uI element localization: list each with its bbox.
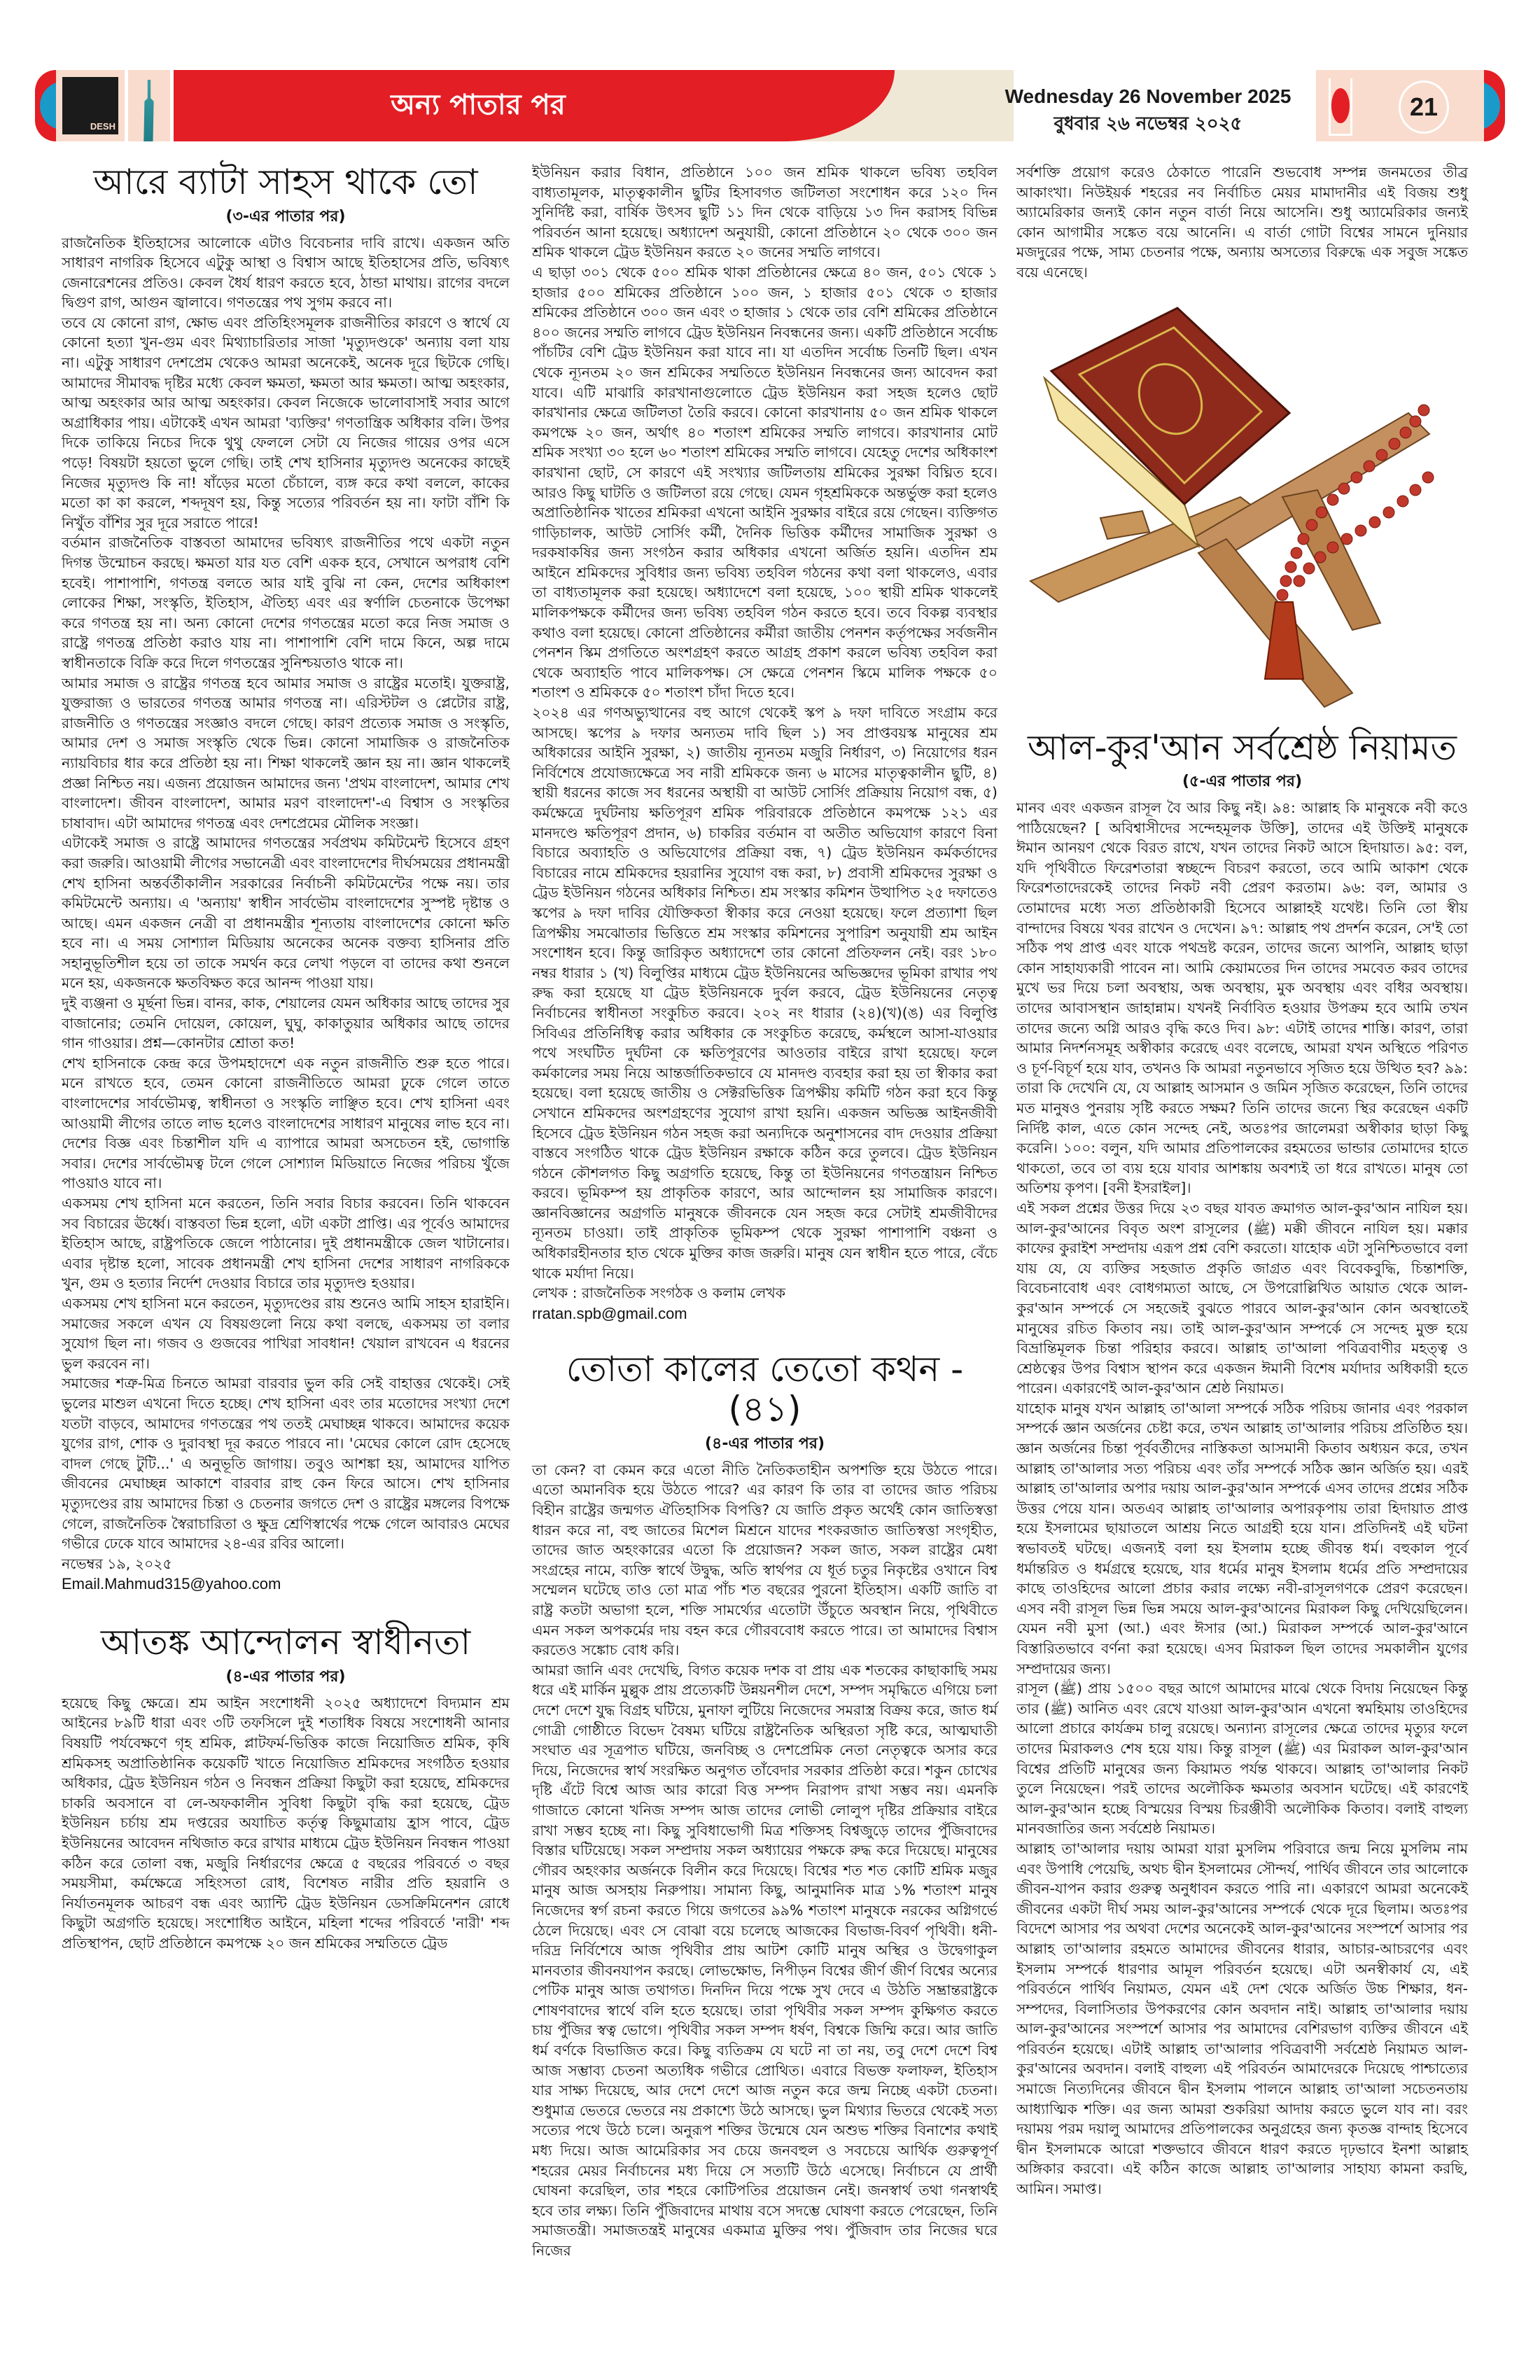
paragraph: আমার সমাজ ও রাষ্ট্রের গণতন্ত্র হবে আমার সমাজ ও রাষ্ট্রের মতোই। যুক্তরাষ্ট্র, যুক্তরাজ্য ও ভারতের গণতন্ত্র আমার গণতন্ত্র না। এরিস্টটল ও প্লেটোর রাষ্ট্র, রাজনীতি ও গণতন্ত্রের সংজ্ঞাও বদলে গেছে। কারণ প্রত্যেক সমাজ ও সংস্কৃতি, আমার দেশ ও সমাজ সংস্কৃতি থেকে ভিন্ন। কোনো সামাজিক ও রাজনৈতিক ন্যায়বিচার ধার করে প্রতিষ্ঠা হয় না। শিক্ষা থাকলেই জ্ঞান হয় না। জ্ঞান থাকলেই প্রজ্ঞা নিশ্চিত নয়। এজন্য প্রয়োজন আমাদের জন্য 'প্রথম বাংলাদেশ, আমার শেখ বাংলাদেশ। জীবন বাংলাদেশ, আমার মরণ বাংলাদেশ'-এ বিশ্বাস ও সংস্কৃতির চাষাবাদ। এটা আমাদের গণতন্ত্র এবং দেশপ্রেমের মৌলিক সংজ্ঞা। xyxy=(62,674,510,832)
ring-decoration-left xyxy=(35,70,56,141)
paragraph: শেখ হাসিনাকে কেন্দ্র করে উপমহাদেশে এক নতুন রাজনীতি শুরু হতে পারে। মনে রাখতে হবে, তেমন কোনো রাজনীতিতে আমরা ঢুকে গেলে তাতে বাংলাদেশের সার্বভৌমত্ব, স্বাধীনতা ও সংস্কৃতি লাঞ্ছিত হবে। শেখ হাসিনা এবং আওয়ামী লীগের তাতে লাভ হলেও বাংলাদেশের সাধারণ মানুষের লাভ হবে না। দেশের বিজ্ঞ এবং চিন্তাশীল যদি এ ব্যাপারে আমরা অসচেতন হই, ভোগান্তি সবার। দেশের সার্বভৌমত্ব টলে গেলে সোশ্যাল মিডিয়াতে নিজের পরিচয় খুঁজে পাওয়াও যাবে না। xyxy=(62,1054,510,1192)
article-atanka-andolon xyxy=(62,1623,510,1953)
paragraph: সর্বশক্তি প্রয়োগ করেও ঠেকাতে পারেনি শুভবোধ সম্পন্ন জনমতের তীব্র আকাংখা। নিউইয়র্ক শহরের নব নির্বাচিত মেয়র মামাদানীর এই বিজয় শুধু অ্যামেরিকার জন্যই কোন নতুন বার্তা নিয়ে আসেনি। শুধু অ্যামেরিকার জন্যই কোন আগামীর সঙ্কেত বয়ে আনেনি। এ বার্তা গোটা বিশ্বের সামনে দুনিয়ার মজদুরের পক্ষে, সাম্য চেতনার পক্ষে, অন্যায় অসত্যের বিরুদ্ধে এক সবুজ সঙ্কেত বয়ে এনেছে। xyxy=(1016,164,1468,281)
statue-of-liberty-icon xyxy=(128,70,170,141)
section-title: অন্য পাতার পর xyxy=(391,88,566,121)
paragraph: বর্তমান রাজনৈতিক বাস্তবতা আমাদের ভবিষ্যৎ রাজনীতির পথে একটা নতুন দিগন্ত উন্মোচন করছে। ক্ষমতা যার যত বেশি একক হবে, সেখানে অপরাধ বেশি হবেই। পাশাপাশি, গণতন্ত্র বলতে আর যাই বুঝি না কেন, দেশের অধিকাংশ লোকের শিক্ষা, সংস্কৃতি, ইতিহাস, ঐতিহ্য এবং এর স্বর্ণালি চেতনাকে উপেক্ষা করে গণতন্ত্র হয় না। অন্য কোনো দেশের গণতন্ত্রের মতো করে নিজ সমাজ ও রাষ্ট্রে গণতন্ত্র প্রতিষ্ঠা করাও যায় না। পাশাপাশি বেশি দামে কিনে, অল্প দামে স্বাধীনতাকে বিক্রি করে দিলে গণতন্ত্রের সুনিশ্চয়তাও থাকে না। xyxy=(62,534,510,671)
quran-illustration xyxy=(1016,287,1468,721)
article-body xyxy=(62,1693,510,1954)
paragraph: একসময় শেখ হাসিনা মনে করতেন, মৃত্যুদণ্ডের রায় শুনেও আমি সাহস হারাইনি। সমাজের সকলে এখন যে বিষয়গুলো নিয়ে কথা বলছে, একসময় তা বলার সুযোগ ছিল না। গজব ও গুজবের পাখিরা সাবধান! খেয়াল রাখবেন এ ধরনের ভুল করবেন না। xyxy=(62,1294,510,1372)
paragraph: হয়েছে কিছু ক্ষেত্রে। শ্রম আইন সংশোধনী ২০২৫ অধ্যাদেশে বিদ্যমান শ্রম আইনের ৮৯টি ধারা এবং ৩টি তফসিলে দুই শতাধিক বিষয়ে সংশোধনী আনার বিষয়টি পর্যবেক্ষণে গৃহ শ্রমিক, প্লাটফর্ম-ভিত্তিক কাজে নিয়োজিত শ্রমিক, কৃষি শ্রমিকসহ অপ্রাতিষ্ঠানিক কয়েকটি খাতে নিয়োজিত শ্রমিকদের সংগঠিত হওয়ার অধিকার, ট্রেড ইউনিয়ন গঠন ও নিবন্ধন প্রক্রিয়া কিছুটা করা হয়েছে, শ্রমিকদের চাকরি অবসানে বা লে-অফকালীন সুবিধা কিছুটা বৃদ্ধি করা হয়েছে, ট্রেড ইউনিয়ন চর্চায় শ্রম দপ্তরের অযাচিত কর্তৃত্ব কিছুমাত্রায় হ্রাস পাবে, ট্রেড ইউনিয়নের আবেদন নথিজাত করে রাখার মাধ্যমে ট্রেড ইউনিয়ন নিবন্ধন পাওয়া কঠিন করে তোলা বন্ধ, মজুরি নির্ধারণের ক্ষেত্রে ৫ বছরের পরিবর্তে ৩ বছর সময়সীমা, কর্মক্ষেত্রে সহিংসতা রোধ, বিশেষত নারীর প্রতি হয়রানি ও নির্যাতনমূলক আচরণ বন্ধ এবং অ্যান্টি ট্রেড ইউনিয়ন ডেসক্রিমিনেশন রোধে কিছুটা অগ্রগতি হয়েছে। সংশোধিত আইনে, মহিলা শব্দের পরিবর্তে 'নারী' শব্দ প্রতিস্থাপন, ছোট প্রতিষ্ঠানে কমপক্ষে ২০ জন শ্রমিকের সম্মতিতে ট্রেড xyxy=(62,1694,510,1952)
bangladesh-flag-icon xyxy=(1329,78,1352,136)
paragraph: মানব এবং একজন রাসূল বৈ আর কিছু নই। ৯৪: আল্লাহ কি মানুষকে নবী কওে পাঠিয়েছেন? [ অবিশ্বাসীদের সন্দেহমূলক উক্তি], তাদের এই উক্তিই মানুষকে ঈমান আনয়ণ থেকে বিরত রাখে, যখন তাদের নিকট আসে হিদায়াত। ৯৫: বল, যদি পৃথিবীতে ফিরেশতারা স্বচ্ছন্দে বিচরণ করতো, তবে আমি আকাশ থেকে ফিরেশতাদেরকেই তাদের নিকট নবী প্রেরণ করতাম। ৯৬: বল, আমার ও তোমাদের মধ্যে সত্য প্রতিষ্ঠাকারী হিসেবে আল্লাহই যথেষ্ট। তিনি তো স্বীয় বান্দাদের বিষয়ে খবর রাখেন ও দেখেন। ৯৭: আল্লাহ পথ প্রদর্শন করেন, সে'ই তো সঠিক পথ প্রাপ্ত এবং যাকে পথভ্রষ্ট করেন, তাদের জন্যে আপনি, আল্লাহ ছাড়া কোন সাহায্যকারী পাবেন না। আমি কেয়ামতের দিন তাদের সমবেত করব তাদের মুখে ভর দিয়ে চলা অবস্থায়, অন্ধ অবস্থায়, মুক অবস্থায় এবং বধির অবস্থায়। তাদের আবাসস্থান জাহান্নাম। যখনই নির্বাবিত হওয়ার উপক্রম হবে আমি তখন তাদের জন্যে অগ্নি আরও বৃদ্ধি কওে দিব। ৯৮: এটাই তাদের শাস্তি। কারণ, তারা আমার নিদর্শনসমূহ অস্বীকার করেছে এবং বলেছে, আমরা যখন অস্থিতে পরিণত ও চূর্ণ-বিচূর্ণ হয়ে যাব, তখনও কি আমরা নতুনভাবে সৃজিত হয়ে উত্থিত হব? ৯৯: তারা কি দেখেনি যে, যে আল্লাহ আসমান ও জমিন সৃজিত করেছেন, তিনি তাদের মত মানুষও পুনরায় সৃষ্টি করতে সক্ষম? তিনি তাদের জন্যে স্থির করেছেন একটি নির্দিষ্ট কাল, এতে কোন সন্দেহ নেই, অতঃপর জালেমরা অস্বীকার ছাড়া কিছু করেনি। ১০০: বলুন, যদি আমার প্রতিপালকের রহমতের ভান্ডার তোমাদের হাতে থাকতো, তবে তা ব্যয় হয়ে যাবার আশঙ্কায় অবশ্যই তা ধরে রাখতে। মানুষ তো অতিশয় কৃপণ। [বনী ইসরাইল]। xyxy=(1016,799,1468,1197)
article-al-quran xyxy=(1016,728,1468,2199)
paragraph: এটাকেই সমাজ ও রাষ্ট্রে আমাদের গণতন্ত্রের সর্বপ্রথম কমিটমেন্ট হিসেবে গ্রহণ করা জরুরি। আওয়ামী লীগের সভানেত্রী এবং বাংলাদেশের দীর্ঘসময়ের প্রধানমন্ত্রী শেখ হাসিনা অন্তর্বর্তীকালীন সরকারের নির্বাচনী কমিটমেন্টের পক্ষে নয়। তার কমিটমেন্টে অন্যায়। এ 'অন্যায়' স্বাধীন সার্বভৌম বাংলাদেশের সুস্পষ্ট দৃষ্টান্ত ও আছে। এমন একজন নেত্রী বা প্রধানমন্ত্রীর শূন্যতায় বাংলাদেশের কোনো ক্ষতি হবে না। এ সময় সোশ্যাল মিডিয়ায় অনেকের অনেক বক্তব্য হাসিনার প্রতি সহানুভূতিশীল হয়ে তা তাকে সমর্থন করে লেখা পড়লে বা তাদের কথা শুনলে মনে হয়, একজনকে ক্ষতবিক্ষত করে আনন্দ পাওয়া যায়। xyxy=(62,834,510,992)
continued-from: (৪-এর পাতার পর) xyxy=(704,1434,825,1452)
article-headline: আরে ব্যাটা সাহস থাকে তো xyxy=(93,162,478,202)
column-middle xyxy=(532,162,997,2261)
date-english: Wednesday 26 November 2025 xyxy=(1004,85,1292,107)
paragraph: রাসূল (ﷺ) প্রায় ১৫০০ বছর আগে আমাদের মাঝে থেকে বিদায় নিয়েছেন কিন্তু তার (ﷺ) আনিত এবং রেখে যাওয়া আল-কুর'আন এখনো স্বমহিমায় তাওহিদের আলো প্রচারে কার্যক্রম চালু রয়েছে। অন্যান্য রাসূলের ক্ষেত্রে তাদের মৃত্যুর ফলে তাদের মিরাকলও শেষ হয়ে যায়। কিন্তু রাসূল (ﷺ) এর মিরাকল আল-কুর'আন বিশ্বের প্রতিটি মানুষের জন্য কিয়ামত পর্যন্ত থাকবে। আল্লাহ তা'আলার নিকট তুলে নিয়েছেন। পরই তাদের অলৌকিক ক্ষমতার অবসান ঘটেছে। এই কারণেই আল-কুর'আন হচ্ছে বিস্ময়ের বিস্ময় চিরঞ্জীবী অলৌকিক কিতাব। বলাই বাহুল্য মানবজাতির জন্য সর্বশ্রেষ্ঠ নিয়ামত। xyxy=(1016,1680,1468,1837)
continued-from: (৪-এর পাতার পর) xyxy=(225,1667,346,1686)
paragraph: এ ছাড়া ৩০১ থেকে ৫০০ শ্রমিক থাকা প্রতিষ্ঠানের ক্ষেত্রে ৪০ জন, ৫০১ থেকে ১ হাজার ৫০০ শ্রমিকের প্রতিষ্ঠানে ১০০ জন, ১ হাজার ৫০১ থেকে ৩ হাজার শ্রমিকের প্রতিষ্ঠানে ৩০০ জন এবং ৩ হাজার ১ থেকে তার বেশি শ্রমিকের প্রতিষ্ঠানে ৪০০ জনের সম্মতি লাগবে ট্রেড ইউনিয়ন নিবন্ধনের জন্য। একটি প্রতিষ্ঠানে সর্বোচ্চ পাঁচটির বেশি ট্রেড ইউনিয়ন করা যাবে না। যা এতদিন সর্বোচ্চ তিনটি ছিল। এখন থেকে ন্যূনতম ২০ জন শ্রমিকের সম্মতিতে ইউনিয়ন নিবন্ধনের জন্য আবেদন করা যাবে। এটি মাঝারি কারখানাগুলোতে ট্রেড ইউনিয়ন করা সহজ হলেও ছোট কারখানার ক্ষেত্রে জটিলতা তৈরি করবে। কোনো কারখানায় ৫০ জন শ্রমিক থাকলে কমপক্ষে ২০ জন, অর্থাৎ ৪০ শতাংশ শ্রমিকের সম্মতি লাগবে। কারখানার মোট শ্রমিক সংখ্যা ৩০ হলে ৬০ শতাংশ শ্রমিকের সম্মতি লাগবে। যেহেতু দেশের অধিকাংশ কারখানা ছোট, সে কারণে এই সংখ্যার জটিলতায় শ্রমিকের সুরক্ষা বিঘ্নিত হবে। আরও কিছু ঘাটতি ও জটিলতা রয়ে গেছে। যেমন গৃহশ্রমিককে অন্তর্ভুক্ত করা হলেও অপ্রাতিষ্ঠানিক খাতের শ্রমিকরা এখনো আইনি সুরক্ষার বাইরে রয়ে গেছেন। ব্যক্তিগত গাড়িচালক, আউট সোর্সিং কর্মী, দৈনিক ভিত্তিক কর্মীদের সামাজিক সুরক্ষা ও দরকষাকষির জন্য সংগঠন করার অধিকার এখনো অর্জিত হয়নি। এতদিন শ্রম আইনে শ্রমিকদের সুবিধার জন্য ভবিষ্য তহবিল গঠনের কথা বলা থাকলেও, এবার তা বাধ্যতামূলক করা হয়েছে। অধ্যাদেশে বলা হয়েছে, ১০০ স্থায়ী শ্রমিক থাকলেই মালিকপক্ষকে কর্মীদের জন্য ভবিষ্য তহবিল গঠন করতে হবে। তবে বিকল্প ব্যবস্থার কথাও বলা হয়েছে। কোনো প্রতিষ্ঠানের কর্মীরা জাতীয় পেনশন কর্তৃপক্ষের সর্বজনীন পেনশন স্কিম প্রগতিতে অংশগ্রহণ করতে আগ্রহ প্রকাশ করলে ভবিষ্য তহবিল করা থেকে অব্যাহতি পাবে মালিকপক্ষ। সে ক্ষেত্রে পেনশন স্কিমে মালিক পক্ষকে ৫০ শতাংশ ও শ্রমিককে ৫০ শতাংশ চাঁদা দিতে হবে। xyxy=(532,263,997,701)
article-tota-kaler-continued xyxy=(1016,162,1468,283)
paragraph: আল্লাহ তা'আলার দয়ায় আমরা যারা মুসলিম পরিবারে জন্ম নিয়ে মুসলিম নাম এবং উপাধি পেয়েছি, অথচ দ্বীন ইসলামের সৌন্দর্য, পার্থিব জীবনে তার আলোকে জীবন-যাপন করার গুরুত্ব অনুধাবন করতে পারি না। একারণে আমরা অনেকেই জীবনের একটা দীর্ঘ সময় আল-কুর'আনের সম্পর্কে থেকে দূরে ছিলাম। অতঃপর বিদেশে আসার পর অথবা দেশের অনেকেই আল-কুর'আনের সংস্পর্শে আসার পর আল্লাহ তা'আলার রহমতে আমাদের জীবনের ধারার, আচার-আচরণের এবং ইসলাম সম্পর্কে ধারণার আমূল পরিবর্তন হয়েছে। এটা অনস্বীকার্য যে, এই পরিবর্তনে পার্থিব নিয়ামত, যেমন এই দেশ থেকে অর্জিত উচ্চ শিক্ষার, ধন-সম্পদের, বিলাসিতার উপকরণের কোন অবদান নাই। আল্লাহ তা'আলার দয়ায় আল-কুর'আনের সংস্পর্শে আসার পর আমাদের বেশিরভাগ ব্যক্তির জীবনে এই পরিবর্তন হয়েছে। এটাই আল্লাহ তা'আলার পবিত্রবাণী সর্বশ্রেষ্ঠ নিয়ামত আল-কুর'আনের অবদান। বলাই বাহুল্য এই পরিবর্তন আমাদেরকে দিয়েছে পাশ্চাত্যের সমাজে নিত্যদিনের জীবনে দ্বীন ইসলাম পালনে আল্লাহ তা'আলা সচেতনতায় আধ্যাত্মিক শক্তি। এর জন্য আমরা শুকরিয়া আদায় করতে ভুলে যাব না। বরং দয়াময় পরম দয়ালু আমাদের প্রতিপালকের অনুগ্রহের জন্য কৃতজ্ঞ বান্দাহ হিসেবে দ্বীন ইসলামকে আরো শক্তভাবে জীবনে ধারণ করতে দৃঢ়ভাবে ইনশা আল্লাহ অঙ্গিকার করবো। এই কঠিন কাজে আল্লাহ তা'আলার সাহায্য কামনা করছি, আমিন। সমাপ্ত। xyxy=(1016,1840,1468,2198)
column-left xyxy=(62,162,510,1954)
date-block xyxy=(994,85,1302,140)
article-body xyxy=(62,233,510,1554)
paragraph: ইউনিয়ন করার বিধান, প্রতিষ্ঠানে ১০০ জন শ্রমিক থাকলে ভবিষ্য তহবিল বাধ্যতামূলক, মাতৃত্বকালীন ছুটির হিসাবগত জটিলতা সংশোধন করে ১২০ দিন সুনির্দিষ্ট করা, বার্ষিক উৎসব ছুটি ১১ দিন থেকে বাড়িয়ে ১৩ দিন করাসহ বিভিন্ন পরিবর্তন আনা হয়েছে। অধ্যাদেশ অনুযায়ী, কোনো প্রতিষ্ঠানে ২০ থেকে ৩০০ জন শ্রমিক থাকলে ট্রেড ইউনিয়ন করতে ২০ জনের সম্মতি লাগবে। xyxy=(532,164,997,261)
article-headline: আল-কুর'আন সর্বশ্রেষ্ঠ নিয়ামত xyxy=(1027,727,1457,768)
ring-decoration-right xyxy=(1484,70,1505,141)
article-headline: আতঙ্ক আন্দোলন স্বাধীনতা xyxy=(100,1622,471,1663)
paragraph: ২০২৪ এর গণঅভ্যুত্থানের বহু আগে থেকেই স্কপ ৯ দফা দাবিতে সংগ্রাম করে আসছে। স্কপের ৯ দফার অন্যতম দাবি ছিল ১) সব প্রাপ্তবয়স্ক মানুষের শ্রম অধিকারের আইনি সুরক্ষা, ২) জাতীয় ন্যূনতম মজুরি নির্ধারণ, ৩) নিয়োগের ধরন নির্বিশেষে প্রযোজ্যক্ষেত্রে সব নারী শ্রমিককে জন্য ৬ মাসের মাতৃত্বকালীন ছুটি, ৪) স্থায়ী ধরনের কাজে সব ধরনের অস্থায়ী বা আউট সোর্সিং প্রক্রিয়ায় নিয়োগ বন্ধ, ৫) কর্মক্ষেত্রে দুর্ঘটনায় ক্ষতিপূরণ শ্রমিক পরিবারকে প্রতিষ্ঠানে কমপক্ষে ১২১ এর মানদণ্ডে ক্ষতিপূরণ প্রদান, ৬) চাকরির বর্তমান বা অতীত অভিযোগ কারণে বিনা বিচারে অব্যাহতি ও অভিযোগের প্রক্রিয়া বন্ধ, ৭) ট্রেড ইউনিয়ন কর্মকর্তাদের বিচারের নামে শ্রমিকদের হয়রানির সুযোগ বন্ধ করা, ৮) প্রবাসী শ্রমিকদের সুরক্ষা ও ট্রেড ইউনিয়ন গঠনের অধিকার নিশ্চিত। শ্রম সংস্কার কমিশন উত্থাপিত ২৫ দফাতেও স্কপের ৯ দফা দাবির যৌক্তিকতা স্বীকার করে নেওয়া হয়েছে। ফলে প্রত্যাশা ছিল ত্রিপক্ষীয় সমঝোতার ভিত্তিতে শ্রম সংস্কার কমিশনের সুপারিশ অনুযায়ী শ্রম আইন সংশোধন হবে। কিন্তু জারিকৃত অধ্যাদেশে তার কোনো প্রতিফলন নেই। বরং ১৮০ নম্বর ধারার ১ (খ) বিলুপ্তির মাধ্যমে ট্রেড ইউনিয়নের অভিজ্ঞদের ভূমিকা রাখার পথ রুদ্ধ করা হয়েছে যা ট্রেড ইউনিয়নকে দুর্বল করবে, ট্রেড ইউনিয়নের নেতৃত্ব নির্বাচনের স্বাধীনতা সংকুচিত করবে। ২০২ নং ধারার (২৪)(খ)(ঙ) এর বিলুপ্তি সিবিএর প্রতিনিধিত্ব করার অধিকার কে সংকুচিত করেছে, কর্মস্থলে আসা-যাওয়ার পথে সংঘটিত দুর্ঘটনা কে ক্ষতিপূরণের আওতার বাইরে রাখা হয়েছে। ফলে কর্মকালের সময় নিয়ে আন্তর্জাতিকভাবে যে মানদণ্ড ব্যবহার করা হয় তা স্বীকার করা হয়েছে। বলা হয়েছে জাতীয় ও সেক্টরভিত্তিক ত্রিপক্ষীয় কমিটি গঠন করা হবে কিন্তু সেখানে শ্রমিকদের অংশগ্রহণের সুযোগ রাখা হয়নি। একজন অভিজ্ঞ আইনজীবী হিসেবে ট্রেড ইউনিয়ন গঠন সহজ করা অন্যদিকে অনুশাসনের বাদ দেওয়ার প্রক্রিয়া বাস্তবে সংগঠিত থাকে ট্রেড ইউনিয়ন রক্ষাকে কঠিন করে তুলবে। ট্রেড ইউনিয়ন গঠনে কৌশলগত কিছু অগ্রগতি হয়েছে, কিন্তু তা ইউনিয়নের গণতন্ত্রায়ন নিশ্চিত করবে। ভূমিকম্প হয় প্রাকৃতিক কারণে, আর আন্দোলন হয় সামাজিক কারণে। জ্ঞানবিজ্ঞানের অগ্রগতি মানুষকে জীবনকে যেন সহজ করে সেটাই শ্রমজীবীদের ন্যূনতম চাওয়া। তাই প্রাকৃতিক ভূমিকম্প থেকে সুরক্ষা পাশাপাশি বঞ্চনা ও অধিকারহীনতার হাত থেকে মুক্তির কাজ জরুরি। মানুষ যেন স্বাধীন হতে পারে, বেঁচে থাকে মর্যাদা নিয়ে। xyxy=(532,704,997,1282)
page-number-box xyxy=(1316,70,1484,141)
author-byline: লেখক : রাজনৈতিক সংগঠক ও কলাম লেখক xyxy=(532,1284,785,1302)
logo-mark xyxy=(62,77,118,134)
continued-from: (৩-এর পাতার পর) xyxy=(225,207,346,225)
paragraph: একসময় শেখ হাসিনা মনে করতেন, তিনি সবার বিচার করবেন। তিনি থাকবেন সব বিচারের ঊর্ধ্বে। বাস্তবতা ভিন্ন হলো, এটা একটা প্রাপ্তি। এর পূর্বেও আমাদের ইতিহাস আছে, রাষ্ট্রপতিকে জেলে পাঠানোর। দুই প্রধানমন্ত্রীকে জেল খাটানোর। এবার দৃষ্টান্ত হলো, সাবেক প্রধানমন্ত্রী শেখ হাসিনা দেশের সাধারণ নাগরিককে খুন, গুম ও হত্যার নির্দেশ দেওয়ার বিচারে তার মৃত্যুদণ্ড হওয়ার। xyxy=(62,1195,510,1292)
page-number: 21 xyxy=(1399,80,1449,134)
paragraph: তবে যে কোনো রাগ, ক্ষোভ এবং প্রতিহিংসমূলক রাজনীতির কারণে ও স্বার্থে যে কোনো হত্যা খুন-গুম এবং মিথ্যাচারিতার সাজা 'মৃত্যুদণ্ডকে' অন্যায় বলা যায় না। এটুকু সাধারণ দেশপ্রেম থেকেও আমরা অনেকেই, অনেক দূরে ছিটকে গেছি। আমাদের সীমাবদ্ধ দৃষ্টির মধ্যে কেবল ক্ষমতা, ক্ষমতা আর ক্ষমতা। আত্ম অহংকার, আত্ম অহংকার আর আত্ম অহংকার। কেবল নিজেকে ভালোবাসাই সবার আগে অগ্রাধিকার পায়। এটাকেই এখন আমরা 'ব্যক্তির' গণতান্ত্রিক অধিকার বলি। উপর দিকে তাকিয়ে নিচের দিকে থুথু ফেললে সেটা যে নিজের গায়ের ওপর এসে পড়ে! বিষয়টা হয়তো ভুলে গেছি। তাই শেখ হাসিনার মৃত্যুদণ্ড অনেকের কাছেই নিজের মৃত্যুদণ্ড কি না! ষাঁড়ের মতো চেঁচালে, ব্যঙ্গ করে কথা বললে, কাকের মতো কা কা করলে, শব্দদূষণ হয়, কিন্তু সত্যের পরিবর্তন হয় না। ফাটা বাঁশি কি নিখুঁত বাঁশির সুর দূরে সরাতে পারে! xyxy=(62,314,510,531)
masthead xyxy=(35,70,1505,143)
paragraph: তা কেন? বা কেমন করে এতো নীতি নৈতিকতাহীন অপশক্তি হয়ে উঠতে পারে। এতো অমানবিক হয়ে উঠতে পারে? এর কারণ কি তার বা তাদের জাত পরিচয় বিহীন রাষ্ট্রের জন্মগত ঐতিহাসিক বিপত্তি? যে জাতি প্রকৃত অর্থেই কোন জাতিস্বত্তা ধারন করে না, বহু জাতের মিশেল মিশ্রনে যাদের শংকরজাত জাতিস্বত্তা সংগৃহীত, তাদের জাত অহংকারের এতো কি প্রয়োজন? সকল জাত, সকল রাষ্ট্রের মেধা সংগ্রহের নামে, ব্যক্তি স্বার্থে উদ্বুদ্ধ, অতি স্বার্থপর যে ধূর্ত চতুর নিকৃষ্টের ওখানে বিশ্ব সম্মেলন ঘটেছে তাও তো মাত্র পাঁচ শত বছরের পুরনো ইতিহাস। একটি জাতি বা রাষ্ট্র কতটা অভাগা হলে, শক্তি সামর্থ্যের এতোটা উঁচুতে অবস্থান নিয়ে, পৃথিবীতে এমন সকল অপকর্মের দায় বহন করে গৌরববোধ করতে পারে। তা আমাদের বিশ্বাস করতেও সঙ্কোচ বোধ করি। xyxy=(532,1461,997,1659)
article-body xyxy=(532,162,997,1283)
article-date: নভেম্বর ১৯, ২০২৫ xyxy=(62,1555,172,1572)
author-email[interactable]: rratan.spb@gmail.com xyxy=(532,1304,687,1322)
author-email[interactable]: Email.Mahmud315@yahoo.com xyxy=(62,1575,281,1593)
article-atanka-andolon-continued xyxy=(532,162,997,1324)
article-are-byata xyxy=(62,162,510,1595)
quran-on-rehal-image xyxy=(1016,287,1468,721)
article-tota-kaler xyxy=(532,1350,997,2261)
paragraph: এই সকল প্রশ্নের উত্তর দিয়ে ২৩ বছর যাবত ক্রমাগত আল-কুর'আন নাযিল হয়। আল-কুর'আনের বিবৃত অংশ রাসূলের (ﷺ) মক্কী জীবনে নাযিল হয়। মক্কার কাফের কুরাইশ সম্প্রদায় এরূপ প্রশ্ন বেশি করতো। যাহোক এটা সুনিশ্চিতভাবে বলা যায় যে, যে ব্যক্তির সহজাত প্রকৃতি জাগ্রত এবং বিবেকবুদ্ধি, চিন্তাশক্তি, বিবেচনাবোধ এবং বোধগম্যতা আছে, সে উপরোল্লিখিত আয়াত থেকে আল-কুর'আন সম্পর্কে সে সহজেই বুঝতে পারবে আল-কুর'আন কোন অবস্থাতেই মানুষের রচিত কিতাব নয়। তাই আল-কুর'আন সম্পর্কে সে সন্দেহ মুক্ত হয়ে বিভ্রান্তিমূলক চিন্তা পরিহার করবে। আল্লাহ তা'আলা পবিত্রবাণীর মহত্ত্ব ও শ্রেষ্ঠত্বের উপর বিশ্বাস স্থাপন করে একজন ঈমানী বিশেষ মর্যাদার অধিকারী হতে পারেন। একারণেই আল-কুর'আন শ্রেষ্ঠ নিয়ামত। xyxy=(1016,1199,1469,1397)
paragraph: যাহোক মানুষ যখন আল্লাহ তা'আলা সম্পর্কে সঠিক পরিচয় জানার এবং পরকাল সম্পর্কে জ্ঞান অর্জনের চেষ্টা করে, তখন আল্লাহ তা'আলার পরিচয় প্রতিষ্ঠিত হয়। জ্ঞান অর্জনের চিন্তা পূর্ববর্তীদের নাস্তিকতা আসমানী কিতাব অধ্যয়ন করে, তখন আল্লাহ তা'আলার সত্য পরিচয় এবং তাঁর সম্পর্কে সঠিক জ্ঞান অর্জিত হয়। এরই আল্লাহ তা'আলার অপার দয়ায় আল-কুর'আন সম্পর্কে এসব তাদের প্রশ্নের সঠিক উত্তর পেয়ে যান। অতএব আল্লাহ তা'আলার অপারকৃপায় তারা হিদায়াত প্রাপ্ত হয়ে ইসলামের ছায়াতলে আশ্রয় নিতে আগ্রহী হয়ে যান। প্রতিদিনই এই ঘটনা স্বভাবতই ঘটছে। এজন্যই বলা হয় ইসলাম হচ্ছে জীবন্ত ধর্ম। বহুকাল পূর্বে ধর্মান্তরিত ও ধর্মগ্রন্থে হয়েছে, যার ধর্মের মানুষ ইসলাম ধর্মের প্রতি সম্প্রদায়ের কাছে তাওহিদের আলো প্রচার করার লক্ষ্যে নবী-রাসূলগণকে প্রেরণ করেছেন। এসব নবী রাসূল ভিন্ন ভিন্ন সময়ে আল-কুর'আনের মিরাকল কিছু দেখিয়েছিলেন। যেমন নবী মুসা (আ.) এবং ঈসার (আ.) মিরাকল সম্পর্কে আল-কুর'আনে বিস্তারিতভাবে বর্ণনা করা হয়েছে। এসব মিরাকল ছিল তাদের সমকালীন যুগের সম্প্রদায়ের জন্য। xyxy=(1016,1399,1468,1677)
paragraph: দুই ব্যঞ্জনা ও মূর্ছনা ভিন্ন। বানর, কাক, শেয়ালের যেমন অধিকার আছে তাদের সুর বাজানোর; তেমনি দোয়েল, কোয়েল, ঘুঘু, কাকাতুয়ার অধিকার আছে তাদের গান গাওয়ার। প্রশ্ন—কোনটার শ্রোতা কত! xyxy=(62,995,510,1052)
paragraph: সমাজের শত্রু-মিত্র চিনতে আমরা বারবার ভুল করি সেই বাহাত্তর থেকেই। সেই ভুলের মাশুল এখনো দিতে হচ্ছে। শেখ হাসিনা এবং তার মতোদের সংখ্যা দেশে যতটা বাড়বে, আমাদের গণতন্ত্রের পথ ততই মেঘাচ্ছন্ন থাকবে। আমাদের কয়েক যুগের রাগ, শোক ও দুরাবস্থা দূর করতে পারবে না। 'মেঘের কোলে রোদ হেসেছে বাদল গেছে টুটি...' এ অনুভূতি জাগায়। তবুও আশঙ্কা হয়, আমাদের যাপিত জীবনের মেঘাচ্ছন্ন আকাশে বারবার রাহু কেন ফিরে আসে। শেখ হাসিনার মৃত্যুদণ্ডের রায় আমাদের চিন্তা ও চেতনার জগতে দেশ ও রাষ্ট্রের মঙ্গলের বিপক্ষে গেলে, রাজনৈতিক স্বৈরাচারিতা ও ক্ষুদ্র শ্রেণিস্বার্থের পক্ষে গেলে আবারও মেঘের গভীরে ঢেকে যাবে আমাদের ২৪-এর রবির আলো। xyxy=(62,1375,510,1553)
article-body xyxy=(532,1460,997,2261)
continued-from: (৫-এর পাতার পর) xyxy=(1182,773,1302,791)
paragraph: রাজনৈতিক ইতিহাসের আলোকে এটাও বিবেচনার দাবি রাখে। একজন অতি সাধারণ নাগরিক হিসেবে এটুকু আস্থা ও বিশ্বাস আছে ইতিহাসের প্রতি, ভবিষ্যৎ জেনারেশনের প্রতিও। কেবল ধৈর্য ধারণ করতে হবে, ঠান্ডা মাথায়। রাগের বদলে দ্বিগুণ রাগ, আগুন জ্বালাবে। গণতন্ত্রের পথ সুগম করবে না। xyxy=(62,234,510,312)
article-headline: তোতা কালের তেতো কথন - (৪১) xyxy=(566,1348,964,1430)
logo-text: DESH xyxy=(90,121,115,132)
date-bangla: বুধবার ২৬ নভেম্বর ২০২৫ xyxy=(1054,113,1242,134)
logo[interactable] xyxy=(56,70,125,141)
article-body xyxy=(1016,798,1468,2199)
column-right xyxy=(1016,162,1468,2199)
paragraph: আমরা জানি এবং দেখেছি, বিগত কয়েক দশক বা প্রায় এক শতকের কাছাকাছি সময় ধরে এই মার্কিন মুল্লুক প্রায় প্রত্যেকটি উন্নয়নশীল দেশে, সম্পদ সমৃদ্ধিতে এগিয়ে চলা দেশে দেশে যুদ্ধ বিগ্রহ ঘটিয়ে, মুনাফা লুটিয়ে নিজেদের সমরাস্ত্র বিক্রয় করে, জাত ধর্ম গোত্রী গোষ্ঠীতে বিভেদ বৈষম্য ঘটিয়ে রাষ্ট্রনৈতিক অস্থিরতা সৃষ্টি করে, আত্মঘাতী সংঘাত এর সূত্রপাত ঘটিয়ে, জনবিচ্ছ ও দেশপ্রেমিক নেতা নেতৃত্বকে অসার করে দিয়ে, নিজেদের স্বার্থ সংরক্ষিত অনুগত তাঁবেদার সরকার প্রতিষ্ঠা করে। শকুন চোখের দৃষ্টি এঁটে বিশ্বে আজ আর কারো বিত্ত সম্পদ নিরাপদ রাখা সম্ভব নয়। এমনকি গাজাতে কোনো খনিজ সম্পদ আজ তাদের লোভী লোলুপ দৃষ্টির প্রক্রিয়ার বাইরে রাখা সম্ভব হচ্ছে না। কিছু সুবিধাভোগী মিত্র শক্তিসহ বিশ্বজুড়ে তাদের পুঁজিবাদের বিস্তার ঘটিয়েছে। সকল সম্প্রদায় সকল অধ্যায়ের পক্ষকে রুদ্ধ করে দিয়েছে। মানুষের গৌরব অহংকার অর্জনকে বিলীন করে দিয়েছে। বিশ্বের শত শত কোটি শ্রমিক মজুর মানুষ আজ অসহায় নিরুপায়। সামান্য কিছু, আনুমানিক মাত্র ১% শতাংশ মানুষ নিজেদের স্বর্গ রচনা করতে গিয়ে জগতের ৯৯% শতাংশ মানুষকে নরকের অগ্নিগর্ভে ঠেলে দিয়েছে। এবং সে বোঝা বয়ে চলেছে আজকের বিভাজ-বিবর্ণ পৃথিবী। ধনী-দরিদ্র নির্বিশেষে আজ পৃথিবীর প্রায় আটশ কোটি মানুষ অস্থির ও উদ্বেগাকুল মানবতার জীবনযাপন করছে। লোভক্ষোভ, নিপীড়ন বিশ্বের জীর্ণ জীর্ণ বিশ্বের অন্যের পেটিক মানুষ আজ তথাগত। দিনদিন দিয়ে পক্ষে সুখ দেবে এ উঠতি সম্ভ্রান্তরাষ্ট্রকে শোষণবাদের স্বার্থে বলি হতে হয়েছে। তারা পৃথিবীর সকল সম্পদ কুক্ষিগত করতে চায় পুঁজির স্বত্ব ভোগে। পৃথিবীর সকল সম্পদ ধর্ষণ, বিশ্বকে জিম্মি করে। আর জাতি ধর্ম বর্ণকে বিভাজিত করে। কিছু ব্যতিক্রম যে ঘটে না তা নয়, তবু দেশে দেশে বিশ্ব আজ সম্ভাব্য চেতনা অত্যধিক গভীরে প্রোথিত। এবারে বিভক্ত ফলাফল, ইতিহাস যার সাক্ষ্য দিয়েছে, আর দেশে দেশে আজ নতুন করে জন্ম নিচ্ছে একটা চেতনা। শুধুমাত্র ভেতরে ভেতরে নয় প্রকাশ্যে উঠে আসছে। ভুল মিথ্যার ভিতরে থেকেই সত্য সত্যের পথে উঠে চলে। অনুরূপ শক্তির উন্মেষে যেন অশুভ শক্তির বিনাশের কথাই মধ্য দিয়ে। আজ আমেরিকার সব চেয়ে জনবহুল ও সবচেয়ে আর্থিক গুরুত্বপূর্ণ শহরের মেয়র নির্বাচনের মধ্য দিয়ে সে সত্যটি উঠে এসেছে। নির্বাচনে যে প্রার্থী ঘোষনা করেছিল, তার শহরে কোটিপতির প্রয়োজন নেই। জনস্বার্থ তথা গনস্বার্থই হবে তার লক্ষ্য। তিনি পুঁজিবাদের মাথায় বসে সদম্ভে ঘোষণা করতে পেরেছেন, তিনি সমাজতন্ত্রী। সমাজতন্ত্রই মানুষের একমাত্র মুক্তির পথ। পুঁজিবাদ তার নিজের ঘরে নিজের xyxy=(532,1661,997,2259)
